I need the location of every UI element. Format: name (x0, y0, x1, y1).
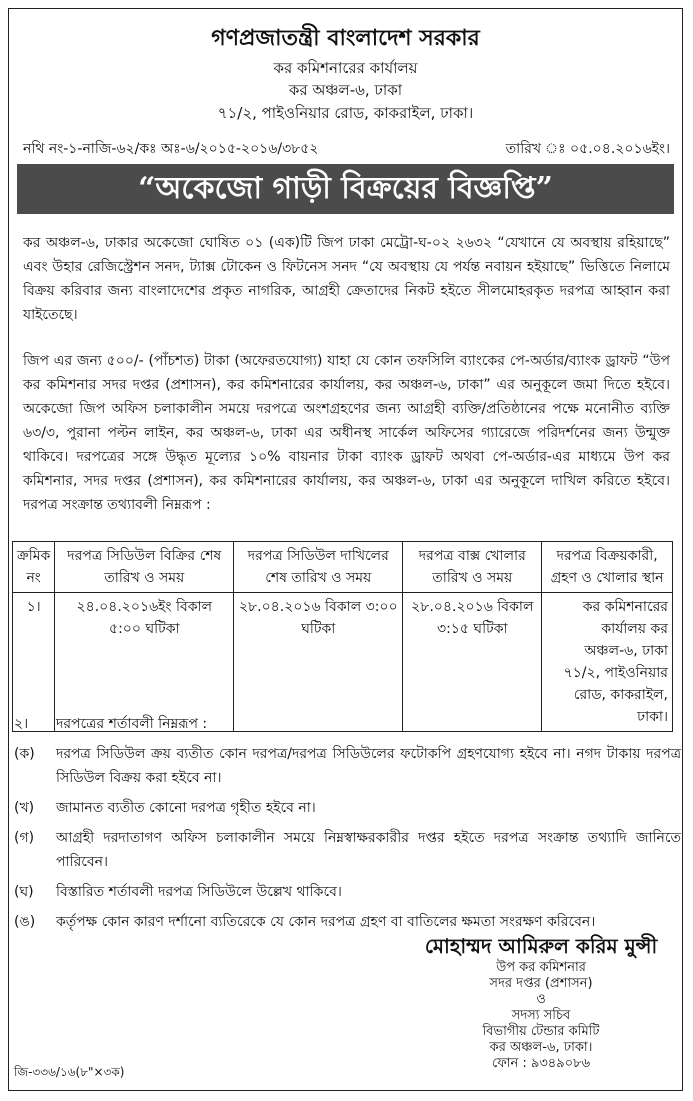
publication-reference: জি-৩৩৬/১৬(৮"×৩ক) (14, 1065, 125, 1079)
condition-label: (গ) (14, 830, 35, 846)
header-submission-deadline: দরপত্র সিডিউল দাখিলের শেষ তারিখ ও সময় (234, 542, 403, 593)
signatory-conjunction: ও (536, 992, 546, 1007)
signatory-name: মোহাম্মদ আমিরুল করিম মুন্সী (424, 934, 658, 958)
condition-text: দরপত্র সিডিউল ক্রয় ব্যতীত কোন দরপত্র/দরপত্র সিডিউলের ফটোকপি গ্রহণযোগ্য হইবে না। নগদ টাকায় দরপত্র সিডিউল বিক্রয় করা হইবে না। (56, 746, 681, 786)
tender-schedule-table (12, 541, 673, 732)
condition-text: বিস্তারিত শর্তাবলী দরপত্র সিডিউলে উল্লেখ থাকিবে। (56, 884, 342, 900)
conditions-section (14, 712, 681, 940)
condition-label: (ঘ) (14, 884, 34, 900)
table-row (13, 593, 673, 732)
government-heading: গণপ্রজাতন্ত্রী বাংলাদেশ সরকার (211, 26, 480, 51)
condition-text: কর্তৃপক্ষ কোন কারণ দর্শানো ব্যতিরেকে যে কোন দরপত্র গ্রহণ বা বাতিলের ক্ষমতা সংরক্ষণ করিবেন। (56, 914, 596, 930)
cell-place: কর কমিশনারের কার্যালয় কর অঞ্চল-৬, ঢাকা ৭১/২, পাইওনিয়ার রোড, কাকরাইল, ঢাকা। (542, 593, 673, 732)
condition-text: আগ্রহী দরদাতাগণ অফিস চলাকালীন সময়ে নিম্নস্বাক্ষরকারীর দপ্তর হইতে দরপত্র সংক্রান্ত তথ্যাদি জানিতে পারিবেন। (56, 830, 681, 870)
condition-label: (খ) (14, 800, 35, 816)
signature-block (411, 932, 671, 1072)
office-name: কর কমিশনারের কার্যালয় (273, 59, 418, 77)
cell-submission-deadline: ২৮.০৪.২০১৬ বিকাল ৩:০০ ঘটিকা (234, 593, 403, 732)
cell-serial: ১। (13, 593, 55, 732)
condition-label: (ক) (14, 746, 35, 762)
header-opening-time: দরপত্র বাক্স খোলার তারিখ ও সময় (403, 542, 542, 593)
signatory-role: সদস্য সচিব (511, 1008, 571, 1023)
condition-label: (ঙ) (14, 914, 36, 930)
file-number: নথি নং-১-নাজি-৬২/কঃ অঃ-৬/২০১৫-২০১৬/৩৮৫২ (23, 141, 319, 157)
office-address: ৭১/২, পাইওনিয়ার রোড, কাকরাইল, ঢাকা। (217, 104, 474, 122)
paragraph-terms: জিপ এর জন্য ৫০০/- (পাঁচশত) টাকা (অফেরতযোগ্য) যাহা যে কোন তফসিলি ব্যাংকের পে-অর্ডার/ব্যাংক ড্রাফট “উপ কর কমিশনার সদর দপ্তর (প্রশাসন), কর কমিশনারের কার্যালয়, কর অঞ্চল-৬, ঢাকা” এর অনুকূলে জমা দিতে হইবে। অকেজো জিপ অফিস চলাকালীন সময়ে দরপত্রে অংশগ্রহণের জন্য আগ্রহী ব্যক্তি/প্রতিষ্ঠানের পক্ষে মনোনীত ব্যক্তি ৬৩/৩, পুরানা পল্টন লাইন, কর অঞ্চল-৬, ঢাকা এর অধীনস্থ সার্কেল অফিসের গ্যারেজে পরিদর্শনের জন্য উন্মুক্ত থাকিবে। দরপত্রের সঙ্গে উদ্ধৃত মূল্যের ১০% বায়নার টাকা ব্যাংক ড্রাফট অথবা পে-অর্ডার-এর মাধ্যমে উপ কর কমিশনার, সদর দপ্তর (প্রশাসন), কর কমিশনারের কার্যালয়, কর অঞ্চল-৬, ঢাকা এর অনুকূলে দাখিল করিতে হইবে। দরপত্র সংক্রান্ত তথ্যাবলী নিম্নরূপ : (23, 353, 670, 513)
signatory-zone: কর অঞ্চল-৬, ঢাকা। (489, 1040, 593, 1055)
table-header-row (13, 542, 673, 593)
condition-item (14, 796, 681, 820)
notice-title: “অকেজো গাড়ী বিক্রয়ের বিজ্ঞপ্তি” (17, 164, 674, 214)
conditions-heading-number: ২। (14, 716, 29, 732)
condition-item (14, 826, 681, 874)
conditions-heading-text: দরপত্রের শর্তাবলী নিম্নরূপ : (56, 716, 208, 732)
signatory-designation: উপ কর কমিশনার (496, 960, 586, 975)
cell-sale-deadline: ২৪.০৪.২০১৬ইং বিকাল ৫:০০ ঘটিকা (55, 593, 234, 732)
conditions-heading (14, 712, 681, 736)
reference-row (23, 137, 670, 161)
condition-item (14, 742, 681, 790)
signatory-phone: ফোন : ৯৩৪৯০৮৬ (491, 1056, 591, 1071)
header-sale-deadline: দরপত্র সিডিউল বিক্রির শেষ তারিখ ও সময় (55, 542, 234, 593)
paragraph-invitation: কর অঞ্চল-৬, ঢাকার অকেজো ঘোষিত ০১ (এক)টি জিপ ঢাকা মেট্রো-ঘ-০২ ২৬৩২ “যেখানে যে অবস্থায় রহিয়াছে” এবং উহার রেজিস্ট্রেশন সনদ, ট্যাক্স টোকেন ও ফিটনেস সনদ “যে অবস্থায় যে পর্যন্ত নবায়ন হইয়াছে” ভিত্তিতে নিলামে বিক্রয় করিবার জন্য বাংলাদেশের প্রকৃত নাগরিক, আগ্রহী ক্রেতাদের নিকট হইতে সীলমোহরকৃত দরপত্র আহ্বান করা যাইতেছে। (23, 235, 670, 323)
condition-item (14, 880, 681, 904)
header-serial: ক্রমিক নং (13, 542, 55, 593)
cell-opening-time: ২৮.০৪.২০১৬ বিকাল ৩:১৫ ঘটিকা (403, 593, 542, 732)
condition-text: জামানত ব্যতীত কোনো দরপত্র গৃহীত হইবে না। (56, 800, 316, 816)
header-place: দরপত্র বিক্রয়কারী, গ্রহণ ও খোলার স্থান (542, 542, 673, 593)
tax-zone: কর অঞ্চল-৬, ঢাকা (288, 81, 403, 99)
signatory-committee: বিভাগীয় টেন্ডার কমিটি (482, 1024, 600, 1039)
condition-item (14, 910, 681, 934)
signatory-department: সদর দপ্তর (প্রশাসন) (489, 976, 593, 991)
notice-date: তারিখ ঃ ০৫.০৪.২০১৬ইং। (505, 141, 670, 157)
